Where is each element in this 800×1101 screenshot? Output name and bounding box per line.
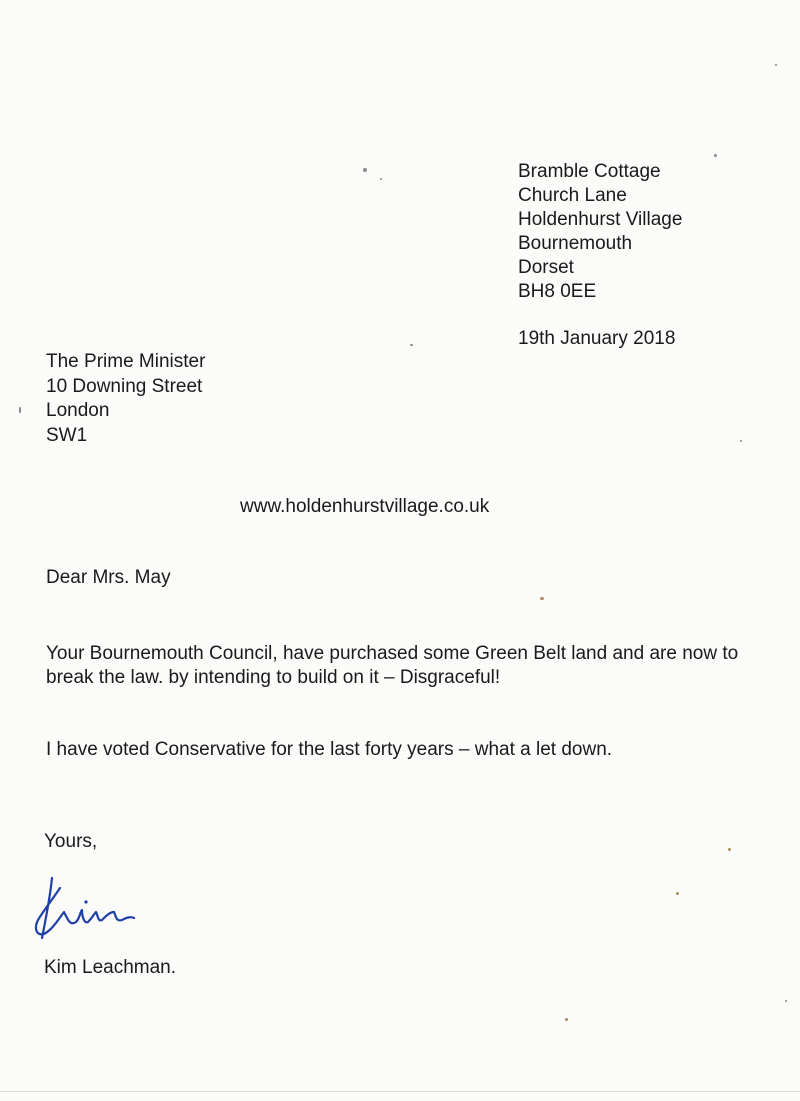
- paper-speck: [714, 154, 717, 157]
- signature-dot: [84, 900, 87, 903]
- recipient-address-line: London: [46, 400, 110, 421]
- paper-speck: [410, 344, 413, 346]
- paper-speck: [19, 407, 21, 413]
- signature: [30, 868, 140, 948]
- paper-speck: [775, 64, 777, 66]
- recipient-address-line: SW1: [46, 424, 88, 446]
- recipient-address-line: 10 Downing Street: [46, 375, 203, 397]
- paper-speck: [676, 892, 679, 895]
- paper-speck: [565, 1018, 568, 1021]
- paper-speck: [728, 848, 731, 851]
- page-edge: [0, 1091, 800, 1092]
- closing: Yours,: [44, 831, 98, 852]
- paper-speck: [785, 1000, 787, 1002]
- sender-address-line: BH8 0EE: [518, 281, 597, 302]
- paper-speck: [363, 168, 367, 172]
- paper-speck: [380, 178, 382, 180]
- signer-name: Kim Leachman.: [44, 957, 177, 978]
- sender-address-line: Bramble Cottage: [518, 161, 661, 182]
- website-url: www.holdenhurstvillage.co.uk: [240, 496, 490, 517]
- signature-stroke: [36, 878, 134, 938]
- sender-address-line: Church Lane: [518, 185, 627, 206]
- paper-speck: [540, 597, 544, 600]
- salutation: Dear Mrs. May: [46, 567, 171, 588]
- recipient-address: [46, 350, 205, 448]
- paper-speck: [740, 440, 742, 442]
- sender-address: [518, 160, 682, 304]
- sender-address-line: Bournemouth: [518, 233, 633, 254]
- sender-address-line: Dorset: [518, 257, 574, 278]
- body-paragraph: I have voted Conservative for the last forty years – what a let down.: [46, 739, 613, 760]
- body-paragraph: Your Bournemouth Council, have purchased some Green Belt land and are now to break the law. by intending to build on it – Disgraceful!: [46, 643, 739, 688]
- letter-date: 19th January 2018: [518, 328, 676, 349]
- sender-address-line: Holdenhurst Village: [518, 209, 683, 230]
- recipient-address-line: The Prime Minister: [46, 351, 206, 372]
